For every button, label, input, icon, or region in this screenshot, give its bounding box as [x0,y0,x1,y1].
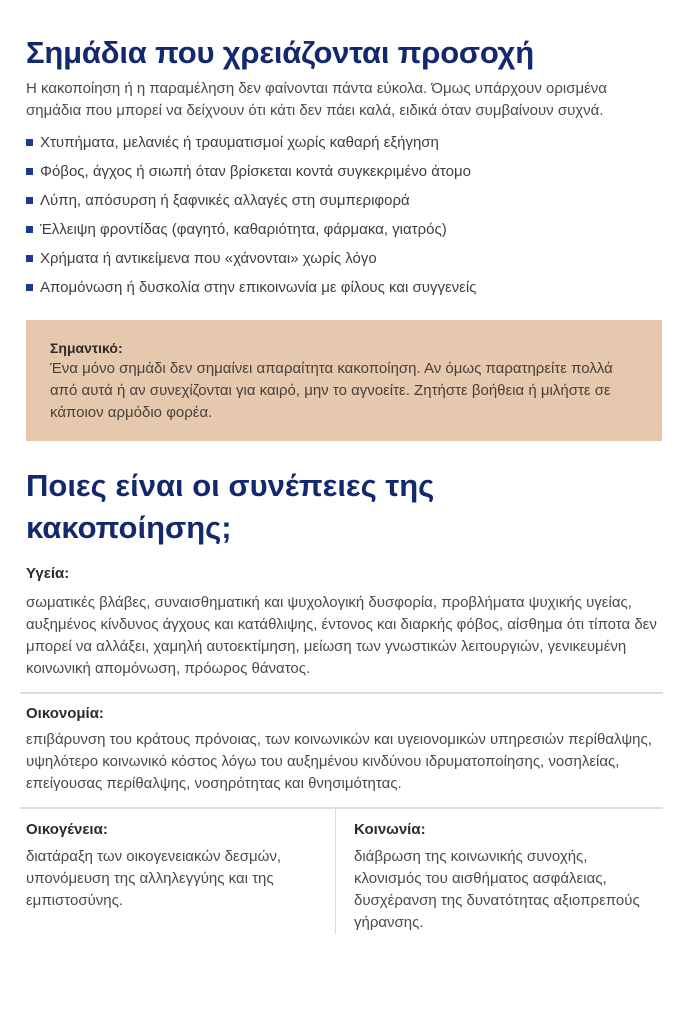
signs-list [26,128,666,302]
family-section [26,809,336,934]
square-bullet-icon [26,168,33,175]
family-text: διατάραξη των οικογενειακών δεσμών, υπονόμευση της αλληλεγγύης και της εμπιστοσύνης. [26,848,281,909]
list-item-text: Λύπη, απόσυρση ή ξαφνικές αλλαγές στη συμπεριφορά [40,192,410,209]
section-divider [20,692,663,694]
society-text: διάβρωση της κοινωνικής συνοχής, κλονισμός του αισθήματος ασφάλειας, δυσχέρανση της δυνατότητας αξιοπρεπούς γήρανσης. [354,848,640,931]
list-item [26,215,666,244]
square-bullet-icon [26,226,33,233]
list-item-text: Χτυπήματα, μελανιές ή τραυματισμοί χωρίς καθαρή εξήγηση [40,134,439,151]
society-section [336,809,646,934]
economy-text: επιβάρυνση του κράτους πρόνοιας, των κοινωνικών και υγειονομικών υπηρεσιών περίθαλψης, υψηλότερο κοινωνικό κόστος λόγω του αυξημένου κινδύνου ιδρυματοποίησης, νοσηλείας, επείγουσας περίθαλψης, νοσηρότητας και θνησιμότητας. [26,731,652,792]
square-bullet-icon [26,197,33,204]
list-item-text: Χρήματα ή αντικείμενα που «χάνονται» χωρίς λόγο [40,250,377,267]
health-section [26,563,666,680]
economy-title: Οικονομία: [26,705,104,722]
two-column-section [26,809,666,934]
list-item [26,157,666,186]
list-item-text: Φόβος, άγχος ή σιωπή όταν βρίσκεται κοντά συγκεκριμένο άτομο [40,163,471,180]
note-text: Ένα μόνο σημάδι δεν σημαίνει απαραίτητα κακοποίηση. Αν όμως παρατηρείτε πολλά από αυτά ή αν συνεχίζονται για καιρό, μην το αγνοείτε. Ζητήστε βοήθεια ή μιλήστε σε κάποιον αρμόδιο φορέα. [50,360,613,421]
important-note-box [26,320,662,441]
signs-intro: Η κακοποίηση ή η παραμέληση δεν φαίνονται πάντα εύκολα. Όμως υπάρχουν ορισμένα σημάδια που μπορεί να δείχνουν ότι κάτι δεν πάει καλά, ειδικά όταν συμβαίνουν συχνά. [26,80,607,119]
society-title: Κοινωνία: [354,821,426,838]
list-item [26,273,666,302]
list-item-text: Απομόνωση ή δυσκολία στην επικοινωνία με φίλους και συγγενείς [40,279,477,296]
square-bullet-icon [26,255,33,262]
list-item [26,186,666,215]
square-bullet-icon [26,139,33,146]
health-title: Υγεία: [26,565,70,582]
square-bullet-icon [26,284,33,291]
economy-section [26,703,666,795]
list-item [26,128,666,157]
list-item-text: Έλλειψη φροντίδας (φαγητό, καθαριότητα, φάρμακα, γιατρός) [40,221,447,238]
consequences-heading: Ποιες είναι οι συνέπειες της κακοποίησης; [26,468,435,545]
list-item [26,244,666,273]
signs-heading: Σημάδια που χρειάζονται προσοχή [26,35,534,70]
family-title: Οικογένεια: [26,821,108,838]
health-text: σωματικές βλάβες, συναισθηματική και ψυχολογική δυσφορία, προβλήματα ψυχικής υγείας, αυξημένος κίνδυνος άγχους και κατάθλιψης, έντονος και διαρκής φόβος, αίσθημα ότι τίποτα δεν μπορεί να αλλάξει, χαμηλή αυτοεκτίμηση, μείωση των γνωστικών λειτουργιών, γενικευμένη κοινωνική απομόνωση, πρόωρος θάνατος. [26,594,657,677]
note-title: Σημαντικό: [50,340,123,356]
